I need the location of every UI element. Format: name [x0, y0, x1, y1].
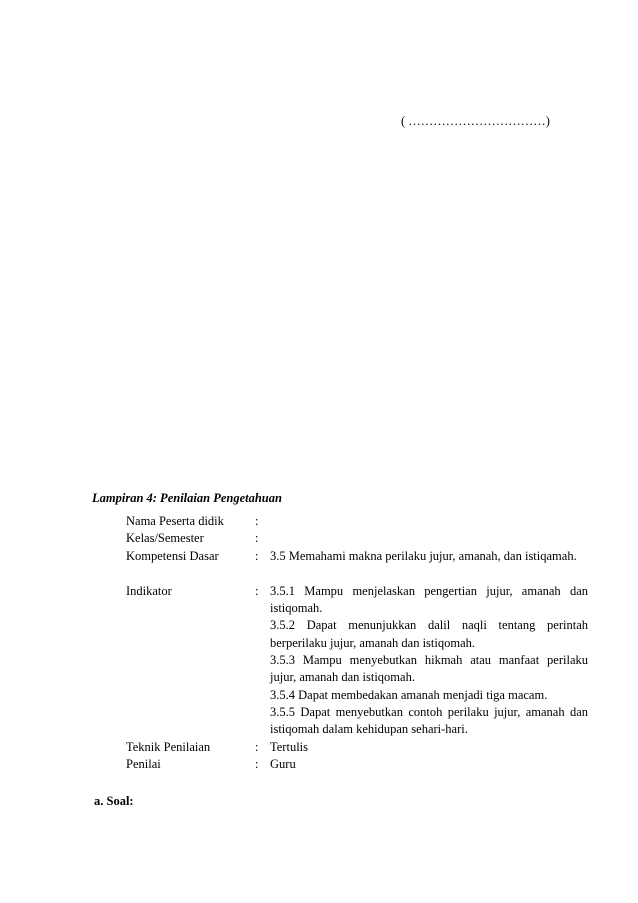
student-name-row: [126, 513, 588, 530]
indicator-item-2: 3.5.2 Dapat menunjukkan dalil naqli tentang perintah berperilaku jujur, amanah dan istiqomah.: [270, 618, 588, 650]
basic-competency-label: Kompetensi Dasar: [126, 548, 219, 563]
class-semester-colon: :: [255, 531, 259, 546]
assessor-row: [126, 756, 588, 773]
indicator-colon: :: [255, 583, 259, 598]
student-name-value: [270, 513, 588, 530]
basic-competency-value: 3.5 Memahami makna perilaku jujur, amanah, dan istiqamah.: [270, 548, 577, 563]
class-semester-value: [270, 530, 588, 547]
student-name-label: Nama Peserta didik: [126, 514, 224, 528]
questions-heading: a. Soal:: [94, 794, 134, 808]
assessment-technique-row: [126, 739, 588, 756]
assessment-info-table: [126, 513, 588, 773]
basic-competency-row: [126, 548, 588, 565]
indicator-item-4: 3.5.4 Dapat membedakan amanah menjadi tiga macam.: [270, 687, 548, 702]
student-name-colon: :: [255, 514, 259, 528]
spacer-row: [126, 565, 588, 583]
appendix-title: Lampiran 4: Penilaian Pengetahuan: [92, 491, 282, 505]
indicator-item-3: 3.5.3 Mampu menyebutkan hikmah atau manfaat perilaku jujur, amanah dan istiqomah.: [270, 653, 588, 685]
indicator-list: [270, 583, 588, 739]
basic-competency-colon: :: [255, 548, 259, 563]
assessor-value: Guru: [270, 756, 296, 771]
assessor-colon: :: [255, 756, 259, 771]
assessment-technique-label: Teknik Penilaian: [126, 739, 211, 754]
assessor-label: Penilai: [126, 756, 161, 771]
indicator-item-1: 3.5.1 Mampu menjelaskan pengertian jujur, amanah dan istiqomah.: [270, 583, 588, 616]
indicator-item-5: 3.5.5 Dapat menyebutkan contoh perilaku jujur, amanah dan istiqomah dalam kehidupan sehari-hari.: [270, 704, 588, 737]
indicator-label: Indikator: [126, 583, 172, 598]
assessment-technique-colon: :: [255, 739, 259, 754]
class-semester-row: [126, 530, 588, 547]
indicator-row: [126, 583, 588, 739]
signature-placeholder: ( ……………………………): [401, 114, 550, 128]
class-semester-label: Kelas/Semester: [126, 531, 204, 546]
assessment-technique-value: Tertulis: [270, 739, 309, 754]
